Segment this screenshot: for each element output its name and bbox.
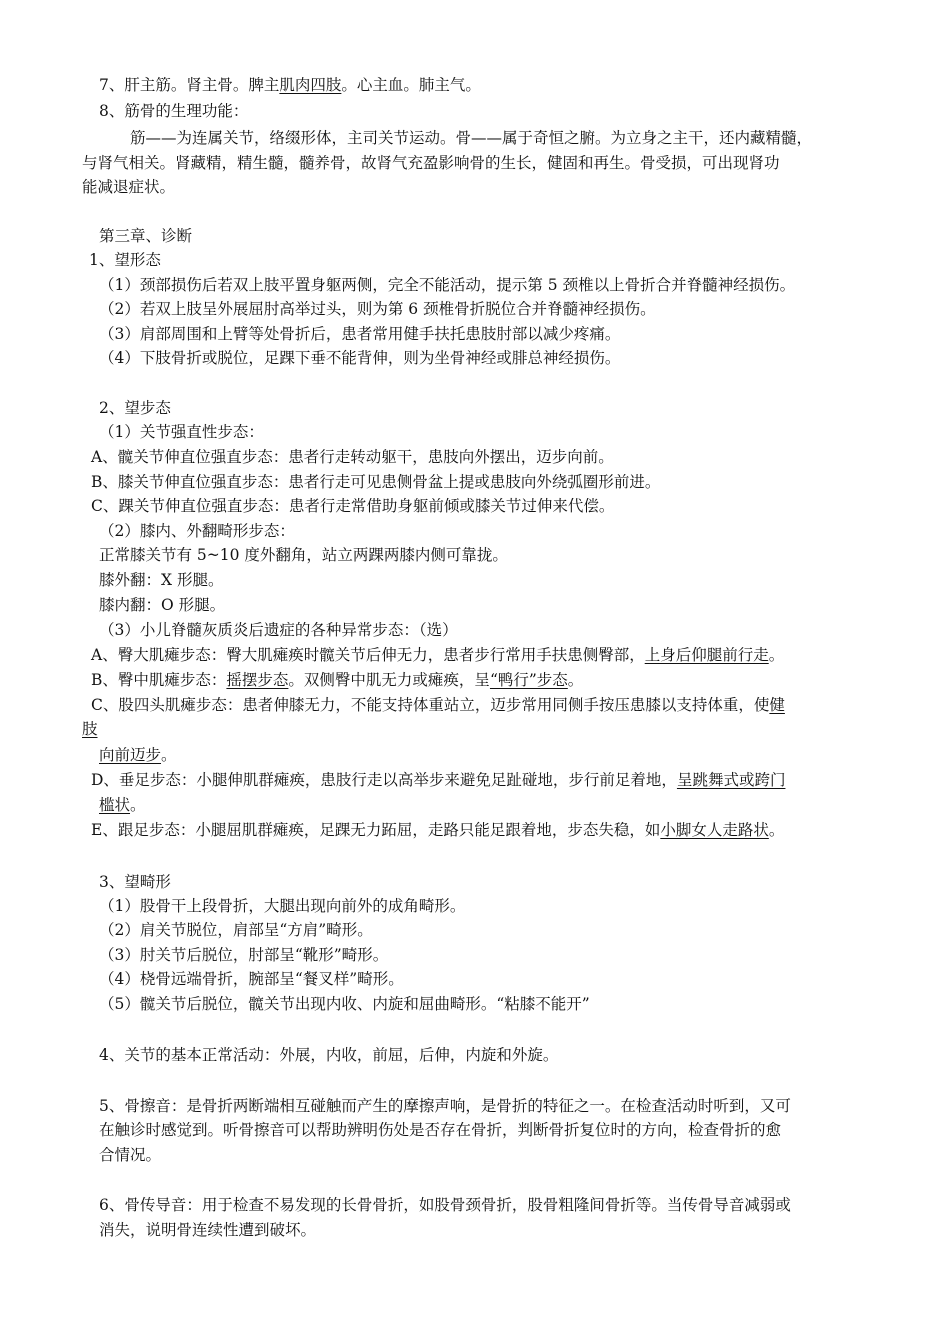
text-span: 。 (161, 746, 177, 764)
list-item: （4）下肢骨折或脱位，足踝下垂不能背伸，则为坐骨神经或腓总神经损伤。 (99, 349, 621, 367)
underlined-text: “鸭行”步态 (489, 671, 568, 689)
paragraph-line: 膝内翻：O 形腿。 (99, 596, 226, 614)
paragraph-line: 在触诊时感觉到。听骨擦音可以帮助辨明伤处是否存在骨折，判断骨折复位时的方向，检查骨折的愈 (99, 1121, 782, 1139)
paragraph-line: 能减退症状。 (82, 178, 176, 196)
underlined-text: 向前迈步 (99, 746, 162, 764)
text-span: E、跟足步态：小腿屈肌群瘫痪，足踝无力跖屈，走路只能足跟着地，步态失稳，如 (91, 821, 661, 839)
list-item: B、膝关节伸直位强直步态：患者行走可见患侧骨盆上提或患肢向外绕弧圈形前进。 (91, 473, 661, 491)
text-span: 。 (768, 646, 785, 664)
list-item (91, 770, 785, 790)
text-span: C、股四头肌瘫步态：患者伸膝无力，不能支持体重站立，迈步常用同侧手按压患膝以支持体重，使 (91, 696, 770, 714)
text-span: 7、肝主筋。肾主骨。脾主 (99, 76, 280, 94)
underlined-text: 肌肉四肢 (279, 76, 342, 94)
text-span: 。心主血。肺主气。 (341, 76, 481, 94)
list-item: （4）桡骨远端骨折，腕部呈“餐叉样”畸形。 (99, 970, 404, 988)
paragraph-line: 膝外翻：X 形腿。 (99, 571, 224, 589)
underlined-text: 槛状 (99, 796, 131, 814)
list-item: C、踝关节伸直位强直步态：患者行走常借助身躯前倾或膝关节过伸来代偿。 (91, 497, 615, 515)
paragraph-line: 合情况。 (99, 1146, 162, 1164)
text-span: A、臀大肌瘫步态：臀大肌瘫痪时髋关节后伸无力，患者步行常用手扶患侧臀部， (91, 646, 645, 664)
section-heading: 2、望步态 (99, 399, 171, 417)
underlined-text: 小脚女人走路状 (660, 821, 769, 839)
list-item (91, 645, 784, 665)
paragraph-line: 6、骨传导音：用于检查不易发现的长骨骨折，如股骨颈骨折，股骨粗隆间骨折等。当传骨导音减弱或 (99, 1196, 791, 1214)
list-item: A、髋关节伸直位强直步态：患者行走转动躯干，患肢向外摆出，迈步向前。 (91, 448, 614, 466)
underlined-text: 健 (769, 696, 785, 714)
list-item: （1）关节强直性步态： (99, 423, 264, 441)
chapter-title: 第三章、诊断 (99, 227, 193, 245)
paragraph-line: 筋——为连属关节，络缀形体，主司关节运动。骨——属于奇恒之腑。为立身之主干，还内藏精髓， (130, 129, 813, 147)
underlined-text: 上身后仰腿前行走 (644, 646, 769, 664)
text-span: 。双侧臀中肌无力或瘫痪，呈 (288, 671, 490, 689)
list-item: （2）若双上肢呈外展屈肘高举过头，则为第 6 颈椎骨折脱位合并脊髓神经损伤。 (99, 300, 656, 318)
paragraph-line (99, 745, 177, 765)
list-item: （1）股骨干上段骨折，大腿出现向前外的成角畸形。 (99, 897, 466, 915)
section-heading: 1、望形态 (89, 251, 161, 269)
paragraph-line: 与肾气相关。肾藏精，精生髓，髓养骨，故肾气充盈影响骨的生长，健固和再生。骨受损，可出现肾功 (82, 154, 780, 172)
list-item: （2）肩关节脱位，肩部呈“方肩”畸形。 (99, 921, 373, 939)
paragraph-line: 消失，说明骨连续性遭到破坏。 (99, 1221, 317, 1239)
list-item: （3）肩部周围和上臂等处骨折后，患者常用健手扶托患肢肘部以减少疼痛。 (99, 325, 621, 343)
list-item: （5）髋关节后脱位，髋关节出现内收、内旋和屈曲畸形。“粘膝不能开” (99, 995, 590, 1013)
section-heading: 4、关节的基本正常活动：外展，内收，前屈，后伸，内旋和外旋。 (99, 1046, 559, 1064)
list-item: （1）颈部损伤后若双上肢平置身躯两侧，完全不能活动，提示第 5 颈椎以上骨折合并脊髓神经损伤。 (99, 276, 796, 294)
underlined-text: 呈跳舞式或跨门 (676, 771, 786, 789)
paragraph-line: 正常膝关节有 5~10 度外翻角，站立两踝两膝内侧可靠拢。 (99, 546, 508, 564)
list-item (91, 820, 784, 840)
text-span: 。 (768, 821, 785, 839)
text-line (99, 75, 481, 95)
paragraph-line: 5、骨擦音：是骨折两断端相互碰触而产生的摩擦声响，是骨折的特征之一。在检查活动时听到，又可 (99, 1097, 791, 1115)
text-span: B、臀中肌瘫步态： (91, 671, 227, 689)
underlined-text: 摇摆步态 (226, 671, 289, 689)
list-item: （2）膝内、外翻畸形步态： (99, 522, 295, 540)
section-heading: 8、筋骨的生理功能： (99, 102, 249, 120)
list-item: （3）小儿脊髓灰质炎后遗症的各种异常步态：（选） (99, 621, 458, 639)
underlined-text: 肢 (82, 720, 98, 738)
list-item (91, 670, 583, 690)
list-item: （3）肘关节后脱位，肘部呈“靴形”畸形。 (99, 946, 389, 964)
section-heading: 3、望畸形 (99, 873, 171, 891)
paragraph-line (99, 795, 146, 815)
text-span: D、垂足步态：小腿伸肌群瘫痪，患肢行走以高举步来避免足趾碰地，步行前足着地， (91, 771, 677, 789)
text-span: 。 (567, 671, 584, 689)
list-item (91, 695, 785, 715)
text-span: 。 (130, 796, 146, 814)
